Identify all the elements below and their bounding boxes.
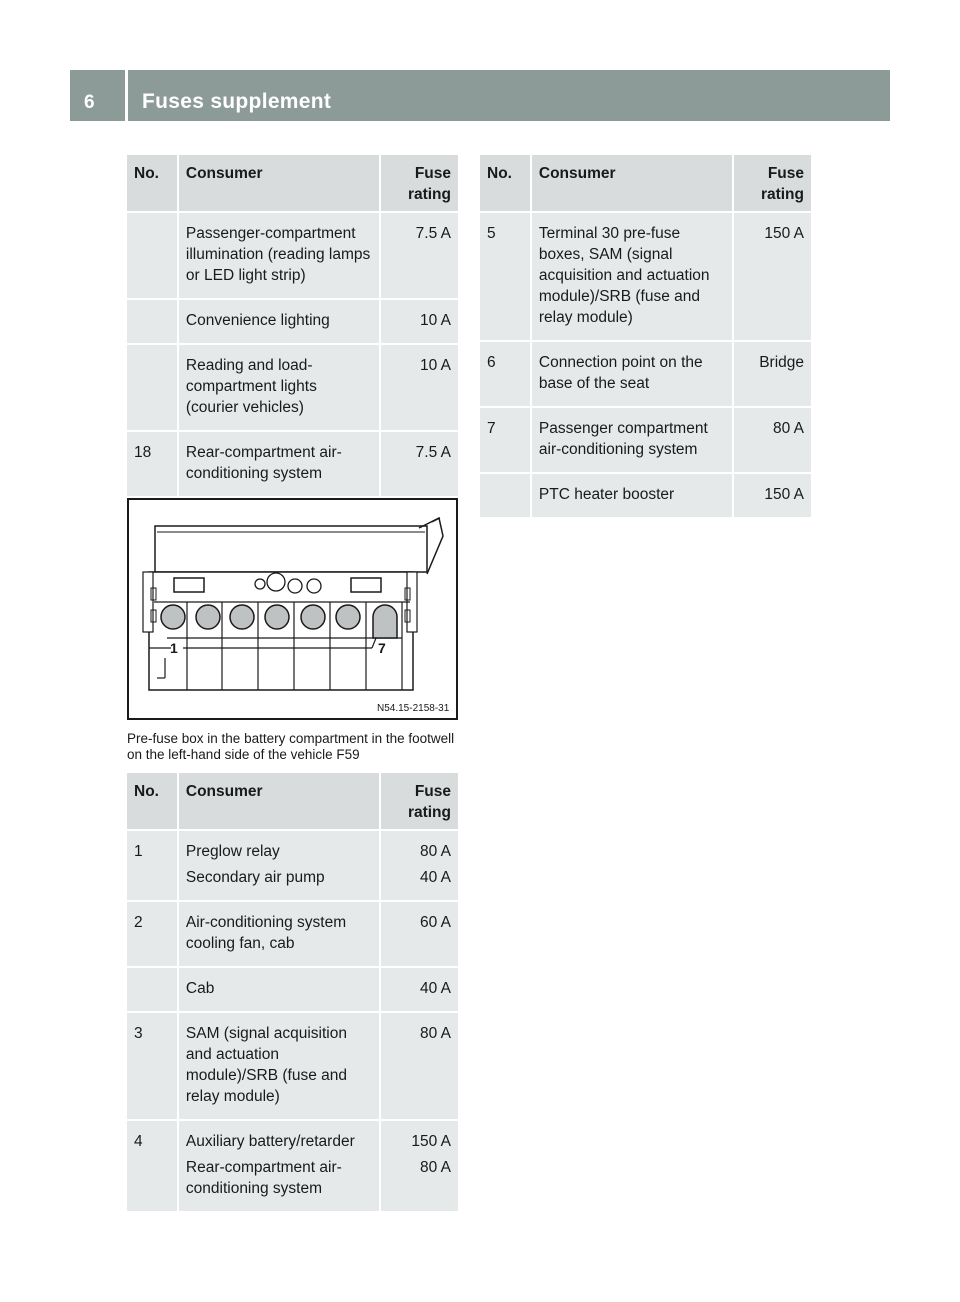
table-row xyxy=(127,900,458,966)
cell-no xyxy=(127,966,177,1011)
cell-rating-line: 150 A xyxy=(411,1133,451,1150)
cell-consumer: Rear-compartment air-conditioning system xyxy=(177,430,381,496)
cell-consumer: Connection point on the base of the seat xyxy=(530,340,734,406)
page-header xyxy=(70,70,890,121)
cell-no: 18 xyxy=(127,430,177,496)
cell-consumer xyxy=(177,1119,381,1211)
table-header-row xyxy=(127,155,458,211)
cell-consumer: Convenience lighting xyxy=(177,298,381,343)
table-row xyxy=(480,406,811,472)
col-header-no: No. xyxy=(480,155,530,211)
prefuse-box-diagram xyxy=(127,498,458,720)
cell-rating: Bridge xyxy=(734,340,811,406)
cell-consumer: Cab xyxy=(177,966,381,1011)
table-row xyxy=(127,343,458,430)
table-row xyxy=(480,211,811,340)
section-title: Fuses supplement xyxy=(142,90,332,113)
table-row xyxy=(480,340,811,406)
cell-rating: 7.5 A xyxy=(381,430,458,496)
col-header-fuse-rating: Fuse rating xyxy=(734,155,811,211)
cell-no: 4 xyxy=(127,1119,177,1211)
cell-rating xyxy=(381,1119,458,1211)
cell-no xyxy=(480,472,530,517)
cell-consumer-line: Preglow relay xyxy=(185,843,280,860)
table-row xyxy=(127,1011,458,1119)
cell-rating: 7.5 A xyxy=(381,211,458,298)
cell-rating: 150 A xyxy=(734,211,811,340)
cell-consumer: Passenger-compartment illumination (reading lamps or LED light strip) xyxy=(177,211,381,298)
cell-no xyxy=(127,298,177,343)
figure-code: N54.15-2158-31 xyxy=(377,703,450,714)
col-header-fuse-rating: Fuse rating xyxy=(381,773,458,829)
fuse-table-interior xyxy=(127,155,458,496)
cell-no xyxy=(127,343,177,430)
cell-consumer: PTC heater booster xyxy=(530,472,734,517)
cell-consumer-line: Auxiliary battery/retarder xyxy=(185,1133,355,1150)
cell-no xyxy=(127,211,177,298)
cell-rating-line: 40 A xyxy=(419,869,451,886)
cell-consumer: Terminal 30 pre-fuse boxes, SAM (signal acquisition and actuation module)/SRB (fuse and relay module) xyxy=(530,211,734,340)
cell-consumer: Air-conditioning system cooling fan, cab xyxy=(177,900,381,966)
cell-rating: 80 A xyxy=(381,1011,458,1119)
cell-no: 6 xyxy=(480,340,530,406)
cell-rating: 150 A xyxy=(734,472,811,517)
col-header-consumer: Consumer xyxy=(177,155,381,211)
col-header-fuse-rating: Fuse rating xyxy=(381,155,458,211)
cell-rating: 60 A xyxy=(381,900,458,966)
cell-rating-line: 80 A xyxy=(419,1159,451,1176)
cell-rating xyxy=(381,829,458,900)
callout-label-1: 1 xyxy=(170,640,178,656)
col-header-consumer: Consumer xyxy=(177,773,381,829)
col-header-no: No. xyxy=(127,773,177,829)
cell-consumer-line: Rear-compartment air-conditioning system xyxy=(185,1159,342,1197)
cell-consumer: Reading and load-compartment lights (courier vehicles) xyxy=(177,343,381,430)
col-header-consumer: Consumer xyxy=(530,155,734,211)
header-divider xyxy=(125,70,128,121)
cell-consumer: Passenger compartment air-conditioning system xyxy=(530,406,734,472)
page-number: 6 xyxy=(84,92,95,113)
table-header-row xyxy=(480,155,811,211)
fuse-table-prefuse xyxy=(127,773,458,1211)
table-row xyxy=(127,1119,458,1211)
cell-no: 1 xyxy=(127,829,177,900)
cell-consumer: SAM (signal acquisition and actuation module)/SRB (fuse and relay module) xyxy=(177,1011,381,1119)
cell-consumer xyxy=(177,829,381,900)
callout-label-7: 7 xyxy=(378,640,386,656)
cell-rating: 10 A xyxy=(381,343,458,430)
cell-no: 5 xyxy=(480,211,530,340)
table-row xyxy=(127,430,458,496)
table-row xyxy=(480,472,811,517)
cell-rating: 40 A xyxy=(381,966,458,1011)
cell-rating: 80 A xyxy=(734,406,811,472)
cell-rating: 10 A xyxy=(381,298,458,343)
table-row xyxy=(127,966,458,1011)
cell-no: 7 xyxy=(480,406,530,472)
col-header-no: No. xyxy=(127,155,177,211)
table-header-row xyxy=(127,773,458,829)
cell-consumer-line: Secondary air pump xyxy=(185,869,325,886)
table-row xyxy=(127,829,458,900)
cell-no: 3 xyxy=(127,1011,177,1119)
figure-caption: Pre-fuse box in the battery compartment in the footwell on the left-hand side of the vehicle F59 xyxy=(127,731,455,762)
fuse-table-prefuse-continued xyxy=(480,155,811,517)
cell-no: 2 xyxy=(127,900,177,966)
table-row xyxy=(127,211,458,298)
table-row xyxy=(127,298,458,343)
cell-rating-line: 80 A xyxy=(419,843,451,860)
